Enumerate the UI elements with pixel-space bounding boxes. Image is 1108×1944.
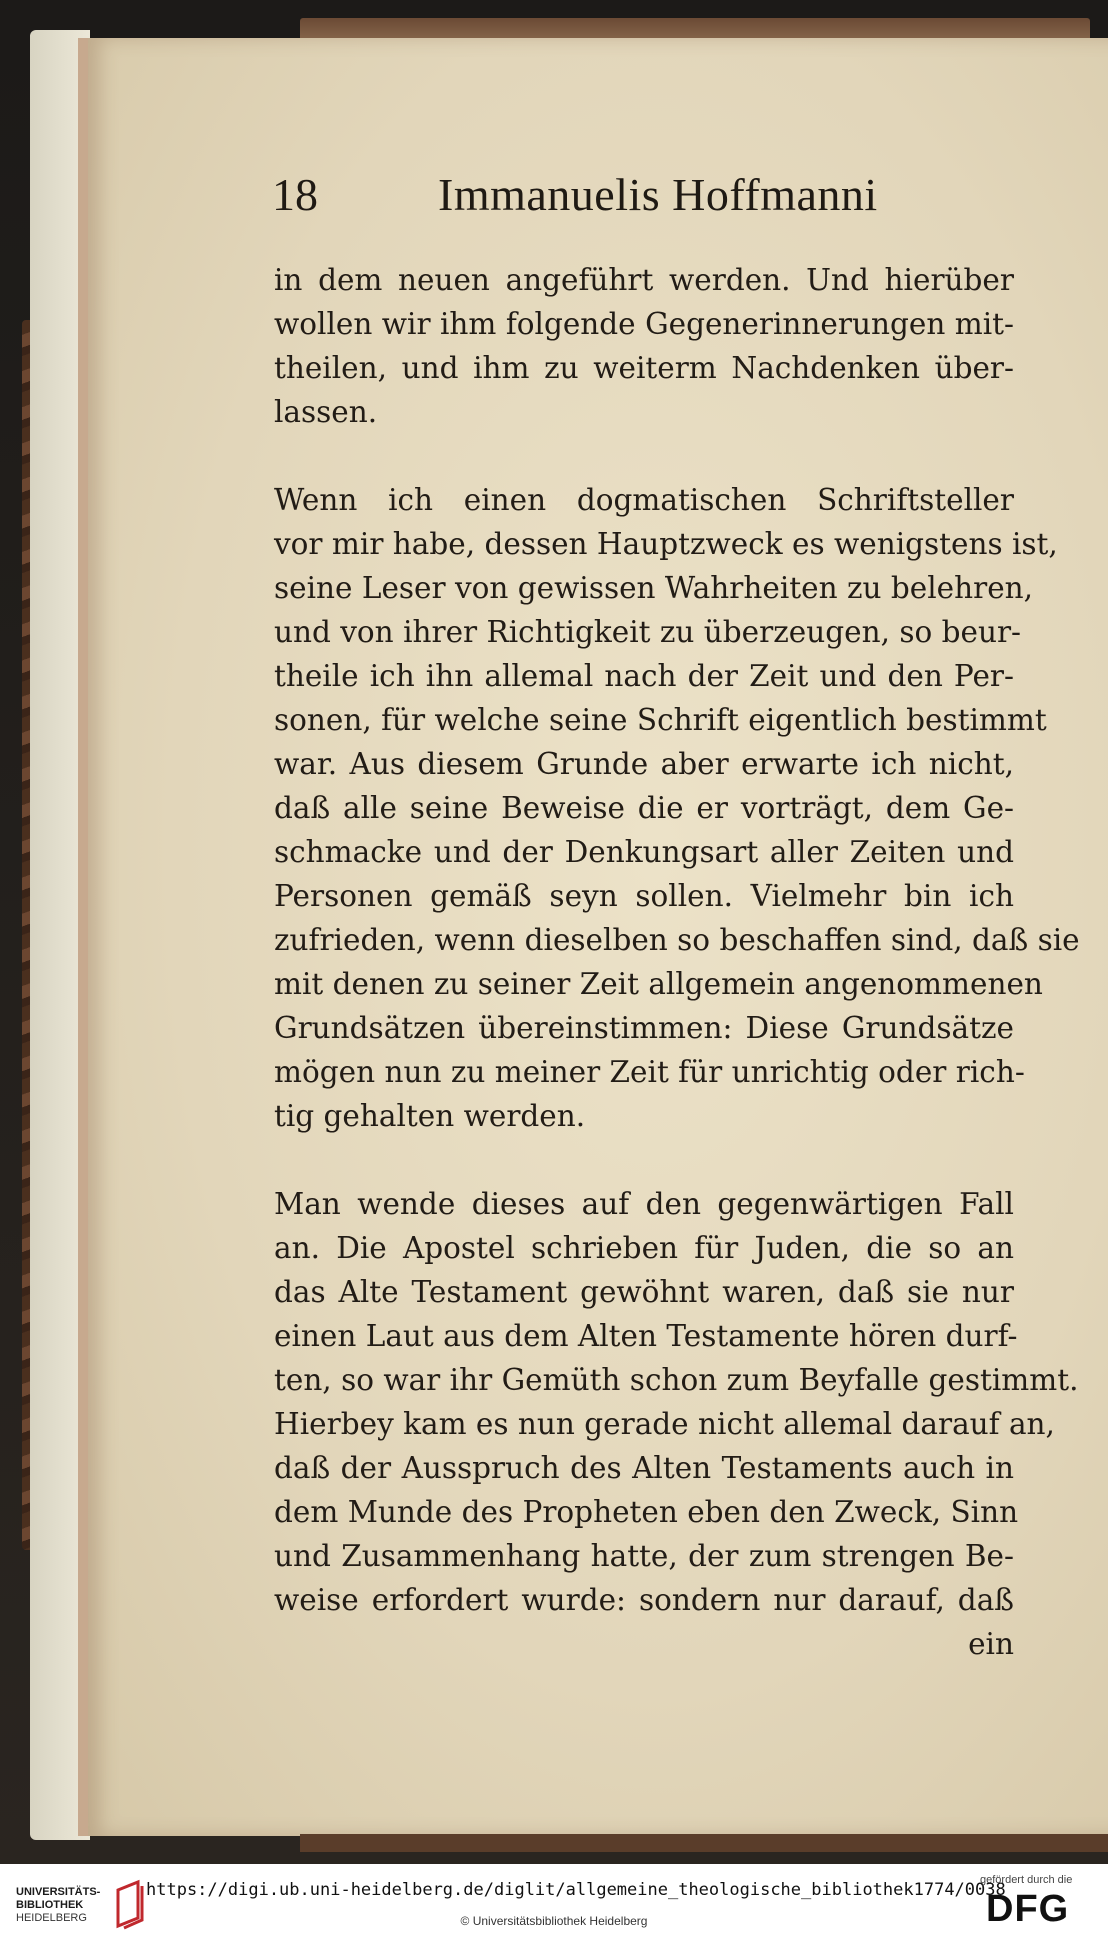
- viewer-footer: [0, 1864, 1108, 1944]
- text-line: zufrieden, wenn dieselben so beschaffen sind, daß sie: [274, 923, 1080, 957]
- book-cover-edge-bottom: [300, 1834, 1108, 1852]
- library-name-line2: BIBLIOTHEK: [16, 1899, 84, 1911]
- catchword: ein: [968, 1627, 1014, 1661]
- library-name-line1: UNIVERSITÄTS-: [16, 1886, 101, 1898]
- text-line: dem Munde des Propheten eben den Zweck, Sinn: [274, 1495, 1019, 1529]
- funded-by-label: gefördert durch die: [980, 1874, 1073, 1886]
- page-header: [260, 168, 1050, 232]
- text-line: einen Laut aus dem Alten Testamente hören durf-: [274, 1319, 1018, 1353]
- page-body: [274, 258, 1080, 1666]
- text-line: Wenn ich einen dogmatischen Schriftsteller: [274, 483, 1014, 517]
- text-line: ten, so war ihr Gemüth schon zum Beyfalle gestimmt.: [274, 1363, 1079, 1397]
- text-line: daß der Ausspruch des Alten Testaments auch in: [274, 1451, 1014, 1485]
- permalink-url[interactable]: https://digi.ub.uni-heidelberg.de/diglit/allgemeine_theologische_bibliothek1774/0038: [146, 1880, 1006, 1900]
- text-line: mögen nun zu meiner Zeit für unrichtig oder rich-: [274, 1055, 1025, 1089]
- text-line: Personen gemäß seyn sollen. Vielmehr bin ich: [274, 879, 1014, 913]
- text-line: Man wende dieses auf den gegenwärtigen Fall: [274, 1187, 1014, 1221]
- text-line: theile ich ihn allemal nach der Zeit und den Per-: [274, 659, 1014, 693]
- paragraph-gap: [274, 434, 1014, 478]
- text-line: Grundsätzen übereinstimmen: Diese Grundsätze: [274, 1011, 1014, 1045]
- text-line: schmacke und der Denkungsart aller Zeiten und: [274, 835, 1014, 869]
- text-line: mit denen zu seiner Zeit allgemein angenommenen: [274, 967, 1043, 1001]
- text-line: sonen, für welche seine Schrift eigentlich bestimmt: [274, 703, 1047, 737]
- library-name-line3: HEIDELBERG: [16, 1912, 87, 1924]
- paragraph-gap: [274, 1138, 1014, 1182]
- text-line: Hierbey kam es nun gerade nicht allemal darauf an,: [274, 1407, 1055, 1441]
- text-line: vor mir habe, dessen Hauptzweck es wenigstens ist,: [274, 527, 1058, 561]
- text-line: seine Leser von gewissen Wahrheiten zu belehren,: [274, 571, 1034, 605]
- text-line: lassen.: [274, 395, 378, 429]
- text-line: und von ihrer Richtigkeit zu überzeugen, so beur-: [274, 615, 1022, 649]
- text-line: in dem neuen angeführt werden. Und hierüber: [274, 263, 1014, 297]
- text-line: das Alte Testament gewöhnt waren, daß sie nur: [274, 1275, 1014, 1309]
- text-line: tig gehalten werden.: [274, 1099, 586, 1133]
- running-head: Immanuelis Hoffmanni: [438, 169, 878, 220]
- text-line: war. Aus diesem Grunde aber erwarte ich nicht,: [274, 747, 1014, 781]
- page-number: 18: [272, 169, 318, 220]
- text-line: weise erfordert wurde: sondern nur darauf, daß: [274, 1583, 1014, 1617]
- text-line: daß alle seine Beweise die er vorträgt, dem Ge-: [274, 791, 1014, 825]
- copyright-notice: © Universitätsbibliothek Heidelberg: [460, 1914, 648, 1928]
- text-line: theilen, und ihm zu weiterm Nachdenken über-: [274, 351, 1014, 385]
- dfg-logo: DFG: [986, 1888, 1070, 1930]
- text-line: und Zusammenhang hatte, der zum strengen Be-: [274, 1539, 1014, 1573]
- text-line: an. Die Apostel schrieben für Juden, die so an: [274, 1231, 1014, 1265]
- text-line: wollen wir ihm folgende Gegenerinnerungen mit-: [274, 307, 1014, 341]
